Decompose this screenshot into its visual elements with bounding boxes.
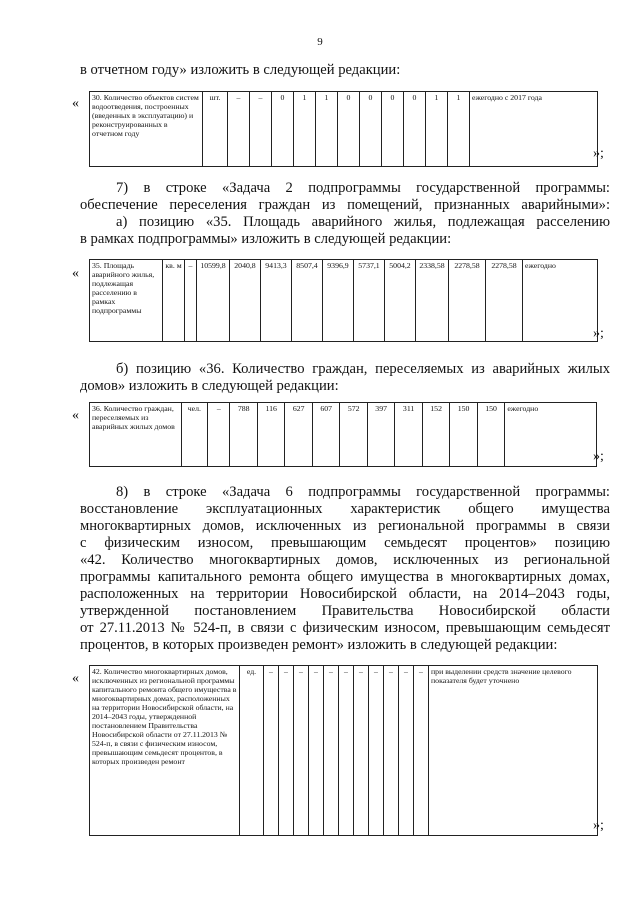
table-30 [89,91,598,167]
value-cell: 9396,9 [323,260,354,342]
value-cell: – [279,666,294,836]
quote-close: »; [593,449,604,464]
quote-close: »; [593,326,604,341]
unit-cell: ед. [240,666,264,836]
value-cell: – [414,666,429,836]
value-cell: – [228,92,250,167]
value-cell: 572 [340,403,367,467]
value-cell: 627 [285,403,312,467]
value-cell: – [324,666,339,836]
para-line: процентов, в которых произведен ремонт» изложить в следующей редакции: [80,637,558,653]
para-line: в рамках подпрограммы» изложить в следующей редакции: [80,231,452,247]
note-cell: ежегодно [505,403,597,467]
unit-cell: кв. м [163,260,185,342]
value-cell: 397 [367,403,394,467]
para-line: от 27.11.2013 № 524-п, в связи с физическим износом, превышающим семьдесят [80,620,610,636]
value-cell: 311 [395,403,422,467]
para-line: обеспечение переселения граждан из помещений, признанных аварийными»: [80,197,610,213]
value-cell: – [354,666,369,836]
note-cell: ежегодно [523,260,598,342]
para-line: программы капитального ремонта общего имущества в многоквартирных домах, [80,569,610,585]
value-cell: – [339,666,354,836]
value-cell: 0 [360,92,382,167]
value-cell: – [250,92,272,167]
quote-open: « [72,96,79,111]
para-line: «42. Количество многоквартирных домов, исключенных из региональной [80,552,610,568]
para-line: многоквартирных домов, исключенных из региональной программы в связи [80,518,610,534]
value-cell: 607 [312,403,339,467]
para-line: домов» изложить в следующей редакции: [80,378,339,394]
note-cell: при выделении средств значение целевого показателя будет уточнено [429,666,598,836]
value-cell: 150 [450,403,477,467]
value-cell: 0 [338,92,360,167]
value-cell: 0 [272,92,294,167]
para-line: утвержденной постановлением Правительства Новосибирской области [80,603,610,619]
indicator-name: 30. Количество объектов систем водоотведения, построенных (введенных в эксплуатацию) и реконструированных в отчетном году [90,92,203,167]
value-cell: 0 [404,92,426,167]
para-line: расположенных на территории Новосибирской области, на 2014–2043 годы, [80,586,610,602]
value-cell: 9413,3 [261,260,292,342]
value-cell: 2278,58 [449,260,486,342]
value-cell: 1 [448,92,470,167]
para-line: б) позицию «36. Количество граждан, переселяемых из аварийных жилых [116,361,610,377]
indicator-name: 36. Количество граждан, переселяемых из аварийных жилых домов [90,403,182,467]
paragraph-7 [80,180,610,248]
value-cell: – [264,666,279,836]
value-cell: 1 [316,92,338,167]
value-cell: 788 [230,403,257,467]
value-cell: – [399,666,414,836]
unit-cell: шт. [203,92,228,167]
para-line: 7) в строке «Задача 2 подпрограммы государственной программы: [116,180,610,196]
value-cell: 2338,58 [416,260,449,342]
paragraph-8 [80,484,610,654]
indicator-name: 42. Количество многоквартирных домов, исключенных из региональной программы капитального ремонта общего имущества в многоквартирных домах, расположенных на территории Новосибирской области, на 2014–2043 годы, утвержденной постановлением Правительства Новосибирской области от 27.11.2013 № 524-п, в связи с физическим износом, превышающим семьдесят процентов, в которых произведен ремонт [90,666,240,836]
unit-cell: чел. [181,403,207,467]
value-cell: – [309,666,324,836]
quote-close: »; [593,146,604,161]
quote-open: « [72,408,79,423]
value-cell: – [208,403,230,467]
para-line: а) позицию «35. Площадь аварийного жилья, подлежащая расселению [116,214,610,230]
para-line: восстановление эксплуатационных характеристик общего имущества [80,501,610,517]
intro-text: в отчетном году» изложить в следующей редакции: [80,62,401,78]
quote-close: »; [593,818,604,833]
value-cell: 2040,8 [230,260,261,342]
value-cell: – [384,666,399,836]
value-cell: 2278,58 [486,260,523,342]
table-36 [89,402,597,467]
value-cell: – [369,666,384,836]
table-42 [89,665,598,836]
value-cell: 0 [382,92,404,167]
paragraph-b [80,361,610,395]
value-cell: 152 [422,403,449,467]
value-cell: 5004,2 [385,260,416,342]
page-number: 9 [317,36,323,48]
quote-open: « [72,671,79,686]
para-line: с физическим износом, превышающим семьдесят процентов» позицию [80,535,610,551]
value-cell: – [185,260,197,342]
value-cell: 116 [257,403,284,467]
indicator-name: 35. Площадь аварийного жилья, подлежащая расселению в рамках подпрограммы [90,260,163,342]
value-cell: 1 [426,92,448,167]
value-cell: 8507,4 [292,260,323,342]
value-cell: 10599,8 [197,260,230,342]
value-cell: – [294,666,309,836]
note-cell: ежегодно с 2017 года [470,92,598,167]
value-cell: 1 [294,92,316,167]
para-line: 8) в строке «Задача 6 подпрограммы государственной программы: [116,484,610,500]
value-cell: 5737,1 [354,260,385,342]
quote-open: « [72,266,79,281]
value-cell: 150 [477,403,504,467]
table-35 [89,259,598,342]
